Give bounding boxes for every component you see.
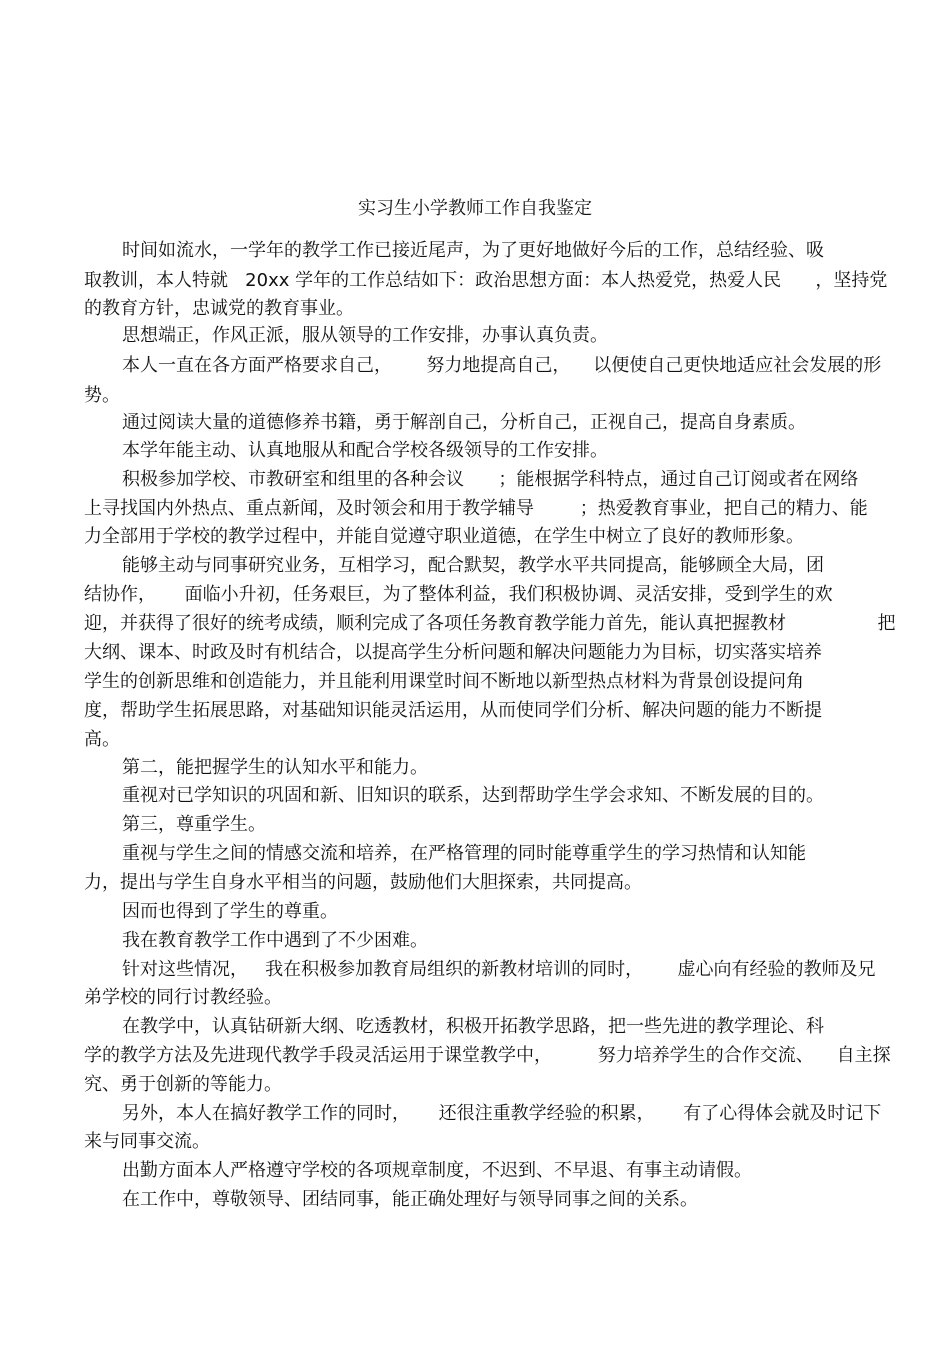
text-line-9: 积极参加学校、市教研室和组里的各种会议 ；能根据学科特点，通过自己订阅或者在网络 (122, 469, 859, 490)
text-line-18: 高。 (84, 729, 120, 750)
text-line-26: 针对这些情况， 我在积极参加教育局组织的新教材培训的同时， 虚心向有经验的教师及兄 (122, 959, 876, 980)
text-line-14: 迎，并获得了很好的统考成绩，顺利完成了各项任务教育教学能力首先，能认真把握教材 把 (84, 613, 896, 634)
text-line-4: 思想端正，作风正派，服从领导的工作安排，办事认真负责。 (122, 325, 608, 346)
text-line-22: 重视与学生之间的情感交流和培养，在严格管理的同时能尊重学生的学习热情和认知能 (122, 843, 806, 864)
text-line-11: 力全部用于学校的教学过程中，并能自觉遵守职业道德，在学生中树立了良好的教师形象。 (84, 526, 804, 547)
text-line-16: 学生的创新思维和创造能力，并且能利用课堂时间不断地以新型热点材料为背景创设提问角 (84, 671, 804, 692)
text-line-2: 取教训，本人特就 20xx 学年的工作总结如下：政治思想方面：本人热爱党，热爱人民 ，坚持党 (84, 270, 888, 291)
text-line-17: 度，帮助学生拓展思路，对基础知识能灵活运用，从而使同学们分析、解决问题的能力不断提 (84, 700, 822, 721)
text-line-3: 的教育方针，忠诚党的教育事业。 (84, 298, 354, 319)
text-line-33: 出勤方面本人严格遵守学校的各项规章制度，不迟到、不早退、有事主动请假。 (122, 1160, 752, 1181)
text-line-19: 第二，能把握学生的认知水平和能力。 (122, 757, 428, 778)
text-line-23: 力，提出与学生自身水平相当的问题，鼓励他们大胆探索，共同提高。 (84, 872, 642, 893)
text-line-5: 本人一直在各方面严格要求自己， 努力地提高自己， 以便使自己更快地适应社会发展的形 (122, 355, 882, 376)
text-line-6: 势。 (84, 385, 120, 406)
document-title: 实习生小学教师工作自我鉴定 (358, 198, 592, 219)
text-line-20: 重视对已学知识的巩固和新、旧知识的联系，达到帮助学生学会求知、不断发展的目的。 (122, 785, 824, 806)
text-line-31: 另外，本人在搞好教学工作的同时， 还很注重教学经验的积累， 有了心得体会就及时记下 (122, 1103, 882, 1124)
text-line-32: 来与同事交流。 (84, 1131, 210, 1152)
text-line-10: 上寻找国内外热点、重点新闻，及时领会和用于教学辅导 ；热爱教育事业，把自己的精力、能 (84, 498, 868, 519)
text-line-21: 第三，尊重学生。 (122, 814, 266, 835)
text-line-29: 学的教学方法及先进现代教学手段灵活运用于课堂教学中， 努力培养学生的合作交流、 自主探 (84, 1045, 891, 1066)
text-line-27: 弟学校的同行讨教经验。 (84, 987, 282, 1008)
text-line-15: 大纲、课本、时政及时有机结合，以提高学生分析问题和解决问题能力为目标，切实落实培养 (84, 642, 822, 663)
text-line-1: 时间如流水，一学年的教学工作已接近尾声，为了更好地做好今后的工作，总结经验、吸 (122, 240, 824, 261)
text-line-7: 通过阅读大量的道德修养书籍，勇于解剖自己，分析自己，正视自己，提高自身素质。 (122, 412, 806, 433)
text-line-30: 究、勇于创新的等能力。 (84, 1074, 282, 1095)
text-line-24: 因而也得到了学生的尊重。 (122, 901, 338, 922)
text-line-28: 在教学中，认真钻研新大纲、吃透教材，积极开拓教学思路，把一些先进的教学理论、科 (122, 1016, 824, 1037)
text-line-8: 本学年能主动、认真地服从和配合学校各级领导的工作安排。 (122, 440, 608, 461)
text-line-34: 在工作中，尊敬领导、团结同事，能正确处理好与领导同事之间的关系。 (122, 1189, 698, 1210)
text-line-13: 结协作， 面临小升初，任务艰巨，为了整体利益，我们积极协调、灵活安排，受到学生的欢 (84, 584, 833, 605)
text-line-25: 我在教育教学工作中遇到了不少困难。 (122, 930, 428, 951)
text-line-12: 能够主动与同事研究业务，互相学习，配合默契，教学水平共同提高，能够顾全大局，团 (122, 555, 824, 576)
